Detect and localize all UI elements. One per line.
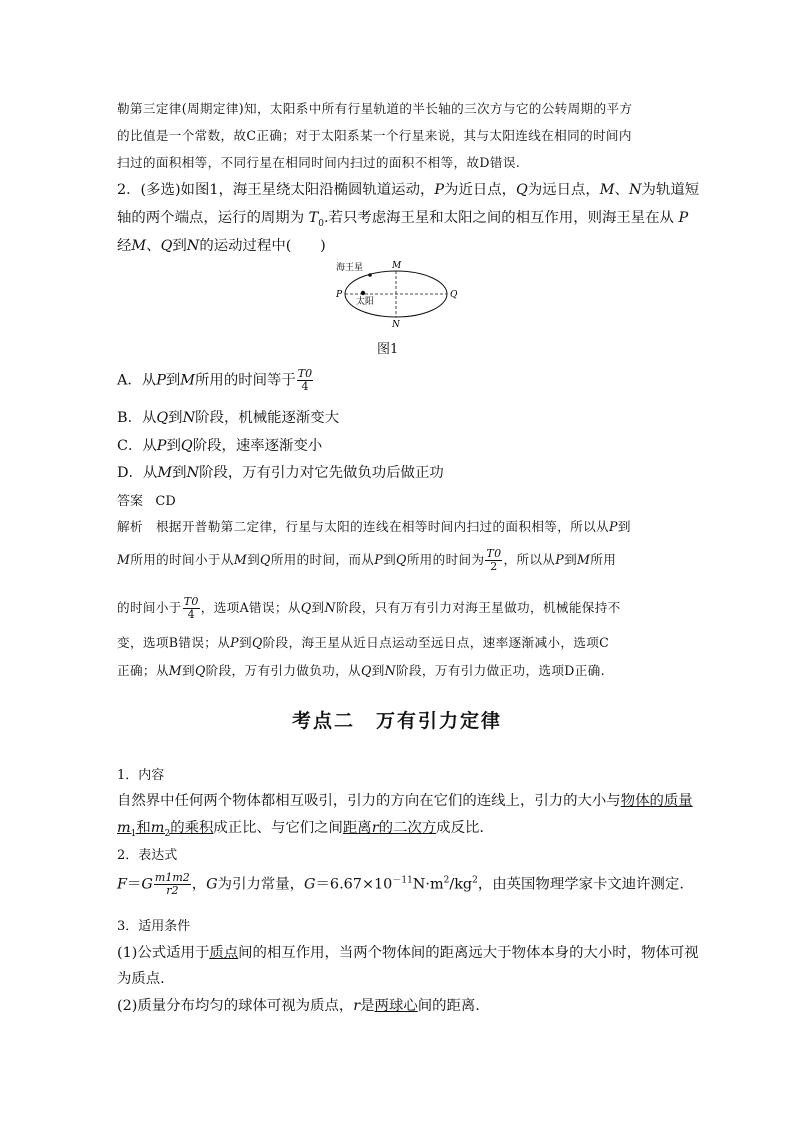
explanation-line-2 — [117, 125, 632, 144]
content-line-2: $m_1$和$m_2$的乘积成正比、与它们之间距离r的二次方成反比. — [117, 820, 484, 839]
symbol: Q — [516, 182, 528, 198]
label-P: P — [336, 290, 343, 300]
figure-caption: 图1 — [377, 342, 399, 357]
fraction: $\frac{T0}{4}$ — [183, 595, 199, 621]
explanation-line-3 — [117, 152, 520, 171]
explanation-text: 勒第三定律(周期定律)知，太阳系中所有行星轨道的半长轴的三次方与它的公转周期的平方 — [117, 101, 633, 116]
symbol: N — [186, 238, 200, 254]
subscript: 0 — [318, 218, 324, 229]
option-text: A．从 — [117, 372, 157, 389]
option-d — [117, 461, 444, 482]
symbol: P — [156, 438, 167, 454]
option-a — [117, 368, 314, 393]
symbol: N — [182, 410, 196, 426]
condition-line-2: 为质点. — [117, 971, 165, 987]
label-neptune: 海王星 — [336, 263, 364, 273]
question-text: 为近日点， — [444, 182, 517, 198]
symbol: N — [628, 182, 642, 198]
option-text: 所用的时间等于 — [195, 372, 296, 389]
symbol: M — [599, 182, 615, 198]
option-text: 阶段，速率逐渐变小 — [192, 438, 323, 454]
symbol: N — [186, 465, 200, 481]
explanation-text: 的比值是一个常数，故C正确；对于太阳系某一个行星来说，其与太阳连线在相同的时间内 — [117, 128, 632, 143]
option-c — [117, 434, 322, 455]
symbol: P — [156, 372, 166, 389]
symbol: Q — [160, 238, 173, 254]
question-text: 2．(多选)如图1，海王星绕太阳沿椭圆轨道运动， — [117, 182, 435, 198]
condition-line-1: (1)公式适用于质点间的相互作用，当两个物体间的距离远大于物体本身的大小时，物体可视 — [117, 945, 699, 961]
option-b — [117, 406, 339, 427]
symbol: Q — [156, 410, 169, 426]
formula-line: F＝G $\frac{m1m2}{r2}$ ，G为引力常量，$G=6.67\times 10^{-11}N\cdot m^2/kg^2$，由英国物理学家卡文迪许测定. — [117, 871, 684, 897]
option-text: 阶段，万有引力对它先做负功后做正功 — [199, 465, 444, 481]
symbol: Q — [180, 438, 193, 454]
analysis-line-2: M所用的时间小于从M到Q所用的时间，而从P到Q所用的时间为 $\frac{T0}{2}$ ，所以从P到M所用 — [117, 547, 617, 573]
orbit-figure — [330, 256, 470, 332]
option-text: D．从 — [117, 465, 158, 481]
question-text: 为轨道短 — [641, 182, 700, 198]
option-text: 到 — [166, 438, 181, 454]
option-text: 阶段，机械能逐渐变大 — [195, 410, 340, 426]
option-text: 到 — [165, 372, 181, 389]
question-line-2 — [117, 206, 688, 229]
fraction: $\frac{m1m2}{r2}$ — [154, 871, 190, 897]
question-text: 、 — [146, 238, 161, 254]
symbol: M — [131, 238, 147, 254]
question-text: 轴的两个端点，运行的周期为 — [117, 210, 309, 226]
question-text: .若只考虑海王星和太阳之间的相互作用，则海王星在从 — [324, 210, 679, 226]
label-N: N — [392, 320, 400, 330]
analysis-label: 解析 — [117, 519, 143, 534]
label-M: M — [392, 261, 402, 271]
answer-value: CD — [155, 494, 176, 509]
symbol: P — [678, 210, 689, 226]
option-text: C．从 — [117, 438, 157, 454]
answer-line — [117, 490, 176, 509]
content-line-1: 自然界中任何两个物体都相互吸引，引力的方向在它们的连线上，引力的大小与物体的质量 — [117, 793, 693, 809]
analysis-line-4: 变，选项B错误；从P到Q阶段，海王星从近日点运动至远日点，速率逐渐减小，选项C — [117, 635, 610, 650]
label-Q: Q — [450, 290, 458, 300]
option-text: 到 — [168, 410, 183, 426]
question-text: 经 — [117, 238, 132, 254]
sun-dot — [361, 291, 365, 295]
answer-label: 答案 — [117, 494, 144, 509]
option-text: 到 — [172, 465, 187, 481]
subheading-expression: 2．表达式 — [117, 848, 178, 863]
analysis-line-1: 解析 根据开普勒第二定律，行星与太阳的连线在相等时间内扫过的面积相等，所以从P到 — [117, 519, 631, 534]
section-title: 考点二 万有引力定律 — [291, 710, 502, 732]
neptune-dot — [368, 273, 372, 277]
question-line-1 — [117, 178, 699, 199]
symbol: P — [434, 182, 445, 198]
explanation-text: 扫过的面积相等，不同行星在相同时间内扫过的面积不相等，故D错误. — [117, 155, 521, 170]
question-text: 、 — [614, 182, 629, 198]
symbol: T — [308, 210, 319, 226]
symbol: M — [157, 465, 173, 481]
fraction: $\frac{T0}{2}$ — [486, 547, 502, 573]
analysis-line-5: 正确；从M到Q阶段，万有引力做负功，从Q到N阶段，万有引力做正功，选项D正确. — [117, 663, 605, 678]
question-text: 为远日点， — [527, 182, 600, 198]
symbol: M — [180, 372, 196, 389]
question-line-3 — [117, 234, 326, 255]
option-text: B．从 — [117, 410, 157, 426]
label-sun: 太阳 — [356, 297, 375, 307]
analysis-line-3: 的时间小于 $\frac{T0}{4}$ ，选项A错误；从Q到N阶段，只有万有引力对海王星做功，机械能保持不 — [117, 595, 621, 621]
subheading-content: 1．内容 — [117, 768, 165, 783]
question-text: 到 — [172, 238, 187, 254]
explanation-line-1 — [117, 98, 632, 117]
question-text: 的运动过程中( ) — [199, 238, 326, 254]
condition-line-3: (2)质量分布均匀的球体可视为质点，r是两球心间的距离. — [117, 998, 480, 1014]
subheading-conditions: 3．适用条件 — [117, 919, 191, 934]
fraction: $\frac{T0}{4}$ — [297, 367, 313, 393]
